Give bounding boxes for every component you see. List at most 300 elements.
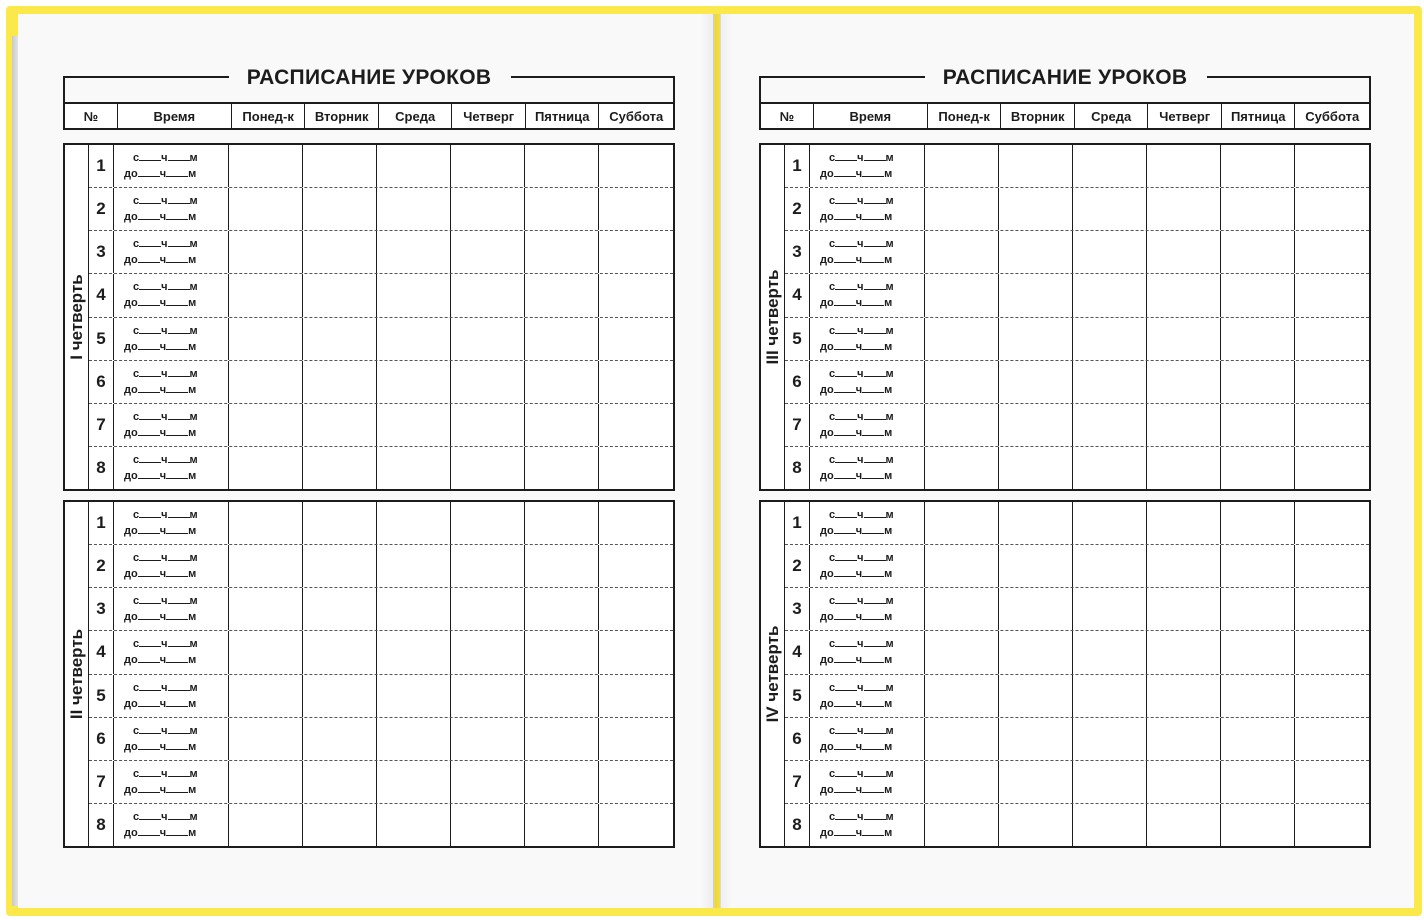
lesson-cell-wednesday[interactable]	[377, 502, 451, 544]
hour-blank[interactable]	[138, 383, 160, 393]
lesson-cell-saturday[interactable]	[1295, 274, 1369, 316]
lesson-cell-thursday[interactable]	[451, 231, 525, 273]
hour-blank[interactable]	[139, 453, 161, 463]
minute-blank[interactable]	[168, 367, 190, 377]
hour-blank[interactable]	[835, 767, 857, 777]
time-cell[interactable]	[810, 761, 925, 803]
lesson-cell-monday[interactable]	[229, 145, 303, 187]
lesson-cell-saturday[interactable]	[599, 675, 673, 717]
minute-blank[interactable]	[166, 826, 188, 836]
minute-blank[interactable]	[862, 383, 884, 393]
hour-blank[interactable]	[138, 253, 160, 263]
minute-blank[interactable]	[168, 508, 190, 518]
hour-blank[interactable]	[834, 210, 856, 220]
hour-blank[interactable]	[835, 681, 857, 691]
lesson-cell-tuesday[interactable]	[999, 145, 1073, 187]
lesson-cell-wednesday[interactable]	[377, 588, 451, 630]
lesson-cell-friday[interactable]	[1221, 188, 1295, 230]
minute-blank[interactable]	[166, 524, 188, 534]
hour-blank[interactable]	[138, 167, 160, 177]
time-cell[interactable]	[114, 318, 229, 360]
hour-blank[interactable]	[138, 340, 160, 350]
minute-blank[interactable]	[166, 167, 188, 177]
lesson-cell-saturday[interactable]	[599, 804, 673, 846]
hour-blank[interactable]	[138, 567, 160, 577]
lesson-cell-tuesday[interactable]	[999, 631, 1073, 673]
lesson-cell-saturday[interactable]	[599, 231, 673, 273]
minute-blank[interactable]	[862, 524, 884, 534]
lesson-cell-monday[interactable]	[229, 447, 303, 489]
lesson-cell-saturday[interactable]	[1295, 145, 1369, 187]
hour-blank[interactable]	[138, 783, 160, 793]
lesson-cell-tuesday[interactable]	[303, 631, 377, 673]
lesson-cell-tuesday[interactable]	[303, 404, 377, 446]
lesson-cell-wednesday[interactable]	[377, 318, 451, 360]
hour-blank[interactable]	[834, 653, 856, 663]
lesson-cell-wednesday[interactable]	[377, 447, 451, 489]
lesson-cell-wednesday[interactable]	[1073, 274, 1147, 316]
lesson-cell-thursday[interactable]	[1147, 404, 1221, 446]
lesson-cell-wednesday[interactable]	[1073, 502, 1147, 544]
lesson-cell-monday[interactable]	[229, 188, 303, 230]
lesson-cell-wednesday[interactable]	[377, 188, 451, 230]
time-cell[interactable]	[114, 545, 229, 587]
lesson-cell-saturday[interactable]	[1295, 588, 1369, 630]
minute-blank[interactable]	[168, 280, 190, 290]
lesson-cell-monday[interactable]	[925, 447, 999, 489]
lesson-cell-thursday[interactable]	[451, 188, 525, 230]
minute-blank[interactable]	[166, 426, 188, 436]
time-cell[interactable]	[114, 804, 229, 846]
minute-blank[interactable]	[862, 740, 884, 750]
minute-blank[interactable]	[862, 426, 884, 436]
lesson-cell-monday[interactable]	[925, 318, 999, 360]
time-cell[interactable]	[114, 274, 229, 316]
hour-blank[interactable]	[835, 508, 857, 518]
minute-blank[interactable]	[864, 594, 886, 604]
lesson-cell-saturday[interactable]	[599, 588, 673, 630]
lesson-cell-friday[interactable]	[525, 718, 599, 760]
lesson-cell-thursday[interactable]	[451, 447, 525, 489]
lesson-cell-saturday[interactable]	[599, 318, 673, 360]
minute-blank[interactable]	[168, 637, 190, 647]
minute-blank[interactable]	[166, 383, 188, 393]
lesson-cell-thursday[interactable]	[451, 545, 525, 587]
lesson-cell-friday[interactable]	[525, 188, 599, 230]
lesson-cell-saturday[interactable]	[599, 545, 673, 587]
minute-blank[interactable]	[864, 724, 886, 734]
lesson-cell-friday[interactable]	[525, 761, 599, 803]
time-cell[interactable]	[114, 404, 229, 446]
lesson-cell-saturday[interactable]	[599, 631, 673, 673]
minute-blank[interactable]	[862, 697, 884, 707]
lesson-cell-thursday[interactable]	[451, 718, 525, 760]
lesson-cell-monday[interactable]	[925, 231, 999, 273]
minute-blank[interactable]	[864, 637, 886, 647]
time-cell[interactable]	[810, 188, 925, 230]
lesson-cell-tuesday[interactable]	[303, 588, 377, 630]
lesson-cell-monday[interactable]	[925, 404, 999, 446]
hour-blank[interactable]	[834, 469, 856, 479]
lesson-cell-saturday[interactable]	[1295, 188, 1369, 230]
lesson-cell-saturday[interactable]	[599, 761, 673, 803]
hour-blank[interactable]	[138, 426, 160, 436]
lesson-cell-monday[interactable]	[925, 188, 999, 230]
lesson-cell-friday[interactable]	[1221, 761, 1295, 803]
minute-blank[interactable]	[168, 767, 190, 777]
time-cell[interactable]	[114, 631, 229, 673]
time-cell[interactable]	[810, 545, 925, 587]
lesson-cell-wednesday[interactable]	[1073, 631, 1147, 673]
lesson-cell-saturday[interactable]	[1295, 718, 1369, 760]
hour-blank[interactable]	[139, 637, 161, 647]
lesson-cell-thursday[interactable]	[1147, 145, 1221, 187]
lesson-cell-monday[interactable]	[925, 545, 999, 587]
lesson-cell-tuesday[interactable]	[999, 675, 1073, 717]
minute-blank[interactable]	[166, 783, 188, 793]
hour-blank[interactable]	[835, 551, 857, 561]
hour-blank[interactable]	[139, 594, 161, 604]
lesson-cell-thursday[interactable]	[451, 675, 525, 717]
hour-blank[interactable]	[835, 367, 857, 377]
lesson-cell-saturday[interactable]	[599, 188, 673, 230]
lesson-cell-thursday[interactable]	[1147, 502, 1221, 544]
lesson-cell-tuesday[interactable]	[999, 231, 1073, 273]
time-cell[interactable]	[810, 588, 925, 630]
lesson-cell-friday[interactable]	[1221, 318, 1295, 360]
hour-blank[interactable]	[834, 524, 856, 534]
lesson-cell-monday[interactable]	[229, 675, 303, 717]
lesson-cell-friday[interactable]	[525, 361, 599, 403]
lesson-cell-wednesday[interactable]	[377, 761, 451, 803]
lesson-cell-tuesday[interactable]	[303, 145, 377, 187]
lesson-cell-wednesday[interactable]	[377, 145, 451, 187]
lesson-cell-saturday[interactable]	[599, 361, 673, 403]
lesson-cell-monday[interactable]	[229, 588, 303, 630]
lesson-cell-thursday[interactable]	[1147, 588, 1221, 630]
lesson-cell-friday[interactable]	[525, 545, 599, 587]
lesson-cell-saturday[interactable]	[599, 274, 673, 316]
time-cell[interactable]	[810, 502, 925, 544]
lesson-cell-wednesday[interactable]	[377, 361, 451, 403]
minute-blank[interactable]	[166, 610, 188, 620]
lesson-cell-wednesday[interactable]	[377, 631, 451, 673]
lesson-cell-wednesday[interactable]	[1073, 447, 1147, 489]
hour-blank[interactable]	[139, 194, 161, 204]
lesson-cell-tuesday[interactable]	[999, 361, 1073, 403]
hour-blank[interactable]	[139, 410, 161, 420]
lesson-cell-friday[interactable]	[525, 502, 599, 544]
hour-blank[interactable]	[835, 324, 857, 334]
hour-blank[interactable]	[834, 253, 856, 263]
lesson-cell-wednesday[interactable]	[377, 274, 451, 316]
lesson-cell-friday[interactable]	[525, 447, 599, 489]
lesson-cell-monday[interactable]	[925, 502, 999, 544]
minute-blank[interactable]	[166, 697, 188, 707]
lesson-cell-thursday[interactable]	[1147, 188, 1221, 230]
lesson-cell-saturday[interactable]	[1295, 804, 1369, 846]
lesson-cell-saturday[interactable]	[1295, 761, 1369, 803]
lesson-cell-monday[interactable]	[229, 545, 303, 587]
time-cell[interactable]	[114, 447, 229, 489]
hour-blank[interactable]	[834, 740, 856, 750]
hour-blank[interactable]	[835, 810, 857, 820]
lesson-cell-saturday[interactable]	[1295, 545, 1369, 587]
lesson-cell-monday[interactable]	[229, 718, 303, 760]
lesson-cell-tuesday[interactable]	[999, 761, 1073, 803]
lesson-cell-monday[interactable]	[229, 318, 303, 360]
lesson-cell-tuesday[interactable]	[303, 804, 377, 846]
lesson-cell-tuesday[interactable]	[303, 502, 377, 544]
minute-blank[interactable]	[864, 410, 886, 420]
lesson-cell-friday[interactable]	[525, 804, 599, 846]
lesson-cell-friday[interactable]	[1221, 447, 1295, 489]
lesson-cell-thursday[interactable]	[1147, 231, 1221, 273]
lesson-cell-wednesday[interactable]	[1073, 318, 1147, 360]
lesson-cell-saturday[interactable]	[1295, 502, 1369, 544]
lesson-cell-thursday[interactable]	[1147, 631, 1221, 673]
hour-blank[interactable]	[138, 296, 160, 306]
lesson-cell-thursday[interactable]	[451, 274, 525, 316]
lesson-cell-thursday[interactable]	[451, 502, 525, 544]
lesson-cell-monday[interactable]	[229, 804, 303, 846]
lesson-cell-thursday[interactable]	[1147, 545, 1221, 587]
minute-blank[interactable]	[862, 567, 884, 577]
lesson-cell-tuesday[interactable]	[999, 274, 1073, 316]
lesson-cell-monday[interactable]	[229, 231, 303, 273]
lesson-cell-wednesday[interactable]	[1073, 231, 1147, 273]
lesson-cell-wednesday[interactable]	[1073, 718, 1147, 760]
lesson-cell-friday[interactable]	[1221, 804, 1295, 846]
lesson-cell-wednesday[interactable]	[1073, 804, 1147, 846]
hour-blank[interactable]	[138, 740, 160, 750]
lesson-cell-tuesday[interactable]	[999, 588, 1073, 630]
hour-blank[interactable]	[139, 551, 161, 561]
lesson-cell-friday[interactable]	[525, 675, 599, 717]
lesson-cell-tuesday[interactable]	[303, 447, 377, 489]
minute-blank[interactable]	[166, 469, 188, 479]
lesson-cell-thursday[interactable]	[451, 404, 525, 446]
minute-blank[interactable]	[864, 767, 886, 777]
hour-blank[interactable]	[138, 469, 160, 479]
hour-blank[interactable]	[139, 151, 161, 161]
minute-blank[interactable]	[168, 453, 190, 463]
hour-blank[interactable]	[835, 194, 857, 204]
lesson-cell-monday[interactable]	[229, 502, 303, 544]
minute-blank[interactable]	[864, 151, 886, 161]
lesson-cell-friday[interactable]	[525, 404, 599, 446]
hour-blank[interactable]	[835, 594, 857, 604]
lesson-cell-wednesday[interactable]	[377, 675, 451, 717]
minute-blank[interactable]	[168, 551, 190, 561]
hour-blank[interactable]	[138, 524, 160, 534]
hour-blank[interactable]	[139, 508, 161, 518]
minute-blank[interactable]	[862, 783, 884, 793]
hour-blank[interactable]	[138, 210, 160, 220]
hour-blank[interactable]	[139, 324, 161, 334]
minute-blank[interactable]	[168, 724, 190, 734]
lesson-cell-friday[interactable]	[525, 231, 599, 273]
lesson-cell-tuesday[interactable]	[999, 718, 1073, 760]
minute-blank[interactable]	[168, 810, 190, 820]
hour-blank[interactable]	[139, 280, 161, 290]
lesson-cell-tuesday[interactable]	[303, 545, 377, 587]
lesson-cell-wednesday[interactable]	[1073, 145, 1147, 187]
lesson-cell-friday[interactable]	[525, 631, 599, 673]
lesson-cell-tuesday[interactable]	[303, 274, 377, 316]
lesson-cell-thursday[interactable]	[1147, 361, 1221, 403]
time-cell[interactable]	[114, 361, 229, 403]
hour-blank[interactable]	[139, 367, 161, 377]
lesson-cell-friday[interactable]	[525, 318, 599, 360]
time-cell[interactable]	[810, 631, 925, 673]
lesson-cell-tuesday[interactable]	[303, 231, 377, 273]
lesson-cell-thursday[interactable]	[451, 761, 525, 803]
lesson-cell-wednesday[interactable]	[1073, 188, 1147, 230]
hour-blank[interactable]	[834, 697, 856, 707]
hour-blank[interactable]	[834, 567, 856, 577]
time-cell[interactable]	[810, 675, 925, 717]
time-cell[interactable]	[810, 804, 925, 846]
lesson-cell-friday[interactable]	[1221, 145, 1295, 187]
lesson-cell-saturday[interactable]	[599, 718, 673, 760]
lesson-cell-friday[interactable]	[1221, 675, 1295, 717]
minute-blank[interactable]	[862, 469, 884, 479]
lesson-cell-saturday[interactable]	[1295, 404, 1369, 446]
minute-blank[interactable]	[166, 253, 188, 263]
lesson-cell-wednesday[interactable]	[1073, 361, 1147, 403]
minute-blank[interactable]	[864, 681, 886, 691]
lesson-cell-thursday[interactable]	[451, 318, 525, 360]
time-cell[interactable]	[810, 718, 925, 760]
minute-blank[interactable]	[166, 740, 188, 750]
minute-blank[interactable]	[168, 237, 190, 247]
time-cell[interactable]	[810, 318, 925, 360]
lesson-cell-thursday[interactable]	[1147, 447, 1221, 489]
lesson-cell-saturday[interactable]	[599, 447, 673, 489]
lesson-cell-tuesday[interactable]	[999, 188, 1073, 230]
lesson-cell-friday[interactable]	[1221, 231, 1295, 273]
lesson-cell-monday[interactable]	[925, 718, 999, 760]
lesson-cell-monday[interactable]	[925, 631, 999, 673]
time-cell[interactable]	[114, 145, 229, 187]
lesson-cell-tuesday[interactable]	[303, 318, 377, 360]
hour-blank[interactable]	[835, 237, 857, 247]
time-cell[interactable]	[810, 145, 925, 187]
time-cell[interactable]	[114, 188, 229, 230]
time-cell[interactable]	[114, 502, 229, 544]
minute-blank[interactable]	[864, 194, 886, 204]
hour-blank[interactable]	[139, 767, 161, 777]
lesson-cell-saturday[interactable]	[599, 502, 673, 544]
lesson-cell-monday[interactable]	[229, 274, 303, 316]
minute-blank[interactable]	[864, 367, 886, 377]
lesson-cell-thursday[interactable]	[1147, 675, 1221, 717]
lesson-cell-thursday[interactable]	[451, 361, 525, 403]
lesson-cell-thursday[interactable]	[451, 804, 525, 846]
lesson-cell-friday[interactable]	[525, 588, 599, 630]
minute-blank[interactable]	[862, 253, 884, 263]
minute-blank[interactable]	[864, 551, 886, 561]
minute-blank[interactable]	[862, 610, 884, 620]
minute-blank[interactable]	[166, 210, 188, 220]
minute-blank[interactable]	[862, 826, 884, 836]
lesson-cell-friday[interactable]	[525, 274, 599, 316]
lesson-cell-thursday[interactable]	[1147, 761, 1221, 803]
lesson-cell-thursday[interactable]	[451, 631, 525, 673]
hour-blank[interactable]	[834, 610, 856, 620]
lesson-cell-saturday[interactable]	[1295, 631, 1369, 673]
lesson-cell-saturday[interactable]	[599, 145, 673, 187]
hour-blank[interactable]	[834, 340, 856, 350]
minute-blank[interactable]	[864, 508, 886, 518]
lesson-cell-thursday[interactable]	[1147, 804, 1221, 846]
minute-blank[interactable]	[166, 296, 188, 306]
minute-blank[interactable]	[864, 810, 886, 820]
lesson-cell-monday[interactable]	[925, 145, 999, 187]
lesson-cell-saturday[interactable]	[1295, 318, 1369, 360]
hour-blank[interactable]	[138, 697, 160, 707]
lesson-cell-monday[interactable]	[925, 761, 999, 803]
lesson-cell-friday[interactable]	[1221, 404, 1295, 446]
minute-blank[interactable]	[862, 210, 884, 220]
lesson-cell-friday[interactable]	[1221, 502, 1295, 544]
minute-blank[interactable]	[862, 167, 884, 177]
minute-blank[interactable]	[862, 296, 884, 306]
hour-blank[interactable]	[138, 826, 160, 836]
lesson-cell-saturday[interactable]	[1295, 675, 1369, 717]
hour-blank[interactable]	[834, 826, 856, 836]
lesson-cell-monday[interactable]	[925, 804, 999, 846]
lesson-cell-friday[interactable]	[1221, 274, 1295, 316]
minute-blank[interactable]	[166, 340, 188, 350]
lesson-cell-monday[interactable]	[229, 404, 303, 446]
lesson-cell-monday[interactable]	[229, 761, 303, 803]
hour-blank[interactable]	[834, 296, 856, 306]
time-cell[interactable]	[810, 404, 925, 446]
lesson-cell-friday[interactable]	[1221, 361, 1295, 403]
lesson-cell-wednesday[interactable]	[1073, 761, 1147, 803]
lesson-cell-friday[interactable]	[1221, 588, 1295, 630]
lesson-cell-monday[interactable]	[229, 631, 303, 673]
minute-blank[interactable]	[168, 410, 190, 420]
hour-blank[interactable]	[835, 637, 857, 647]
lesson-cell-saturday[interactable]	[1295, 447, 1369, 489]
hour-blank[interactable]	[139, 810, 161, 820]
lesson-cell-saturday[interactable]	[1295, 361, 1369, 403]
lesson-cell-thursday[interactable]	[1147, 274, 1221, 316]
lesson-cell-wednesday[interactable]	[377, 231, 451, 273]
time-cell[interactable]	[114, 231, 229, 273]
minute-blank[interactable]	[168, 594, 190, 604]
minute-blank[interactable]	[168, 681, 190, 691]
time-cell[interactable]	[810, 231, 925, 273]
lesson-cell-tuesday[interactable]	[999, 447, 1073, 489]
hour-blank[interactable]	[139, 681, 161, 691]
lesson-cell-monday[interactable]	[925, 274, 999, 316]
lesson-cell-saturday[interactable]	[1295, 231, 1369, 273]
time-cell[interactable]	[114, 718, 229, 760]
time-cell[interactable]	[810, 361, 925, 403]
hour-blank[interactable]	[835, 280, 857, 290]
minute-blank[interactable]	[168, 151, 190, 161]
hour-blank[interactable]	[834, 383, 856, 393]
lesson-cell-monday[interactable]	[925, 361, 999, 403]
lesson-cell-tuesday[interactable]	[999, 545, 1073, 587]
lesson-cell-friday[interactable]	[1221, 631, 1295, 673]
time-cell[interactable]	[114, 761, 229, 803]
lesson-cell-saturday[interactable]	[599, 404, 673, 446]
